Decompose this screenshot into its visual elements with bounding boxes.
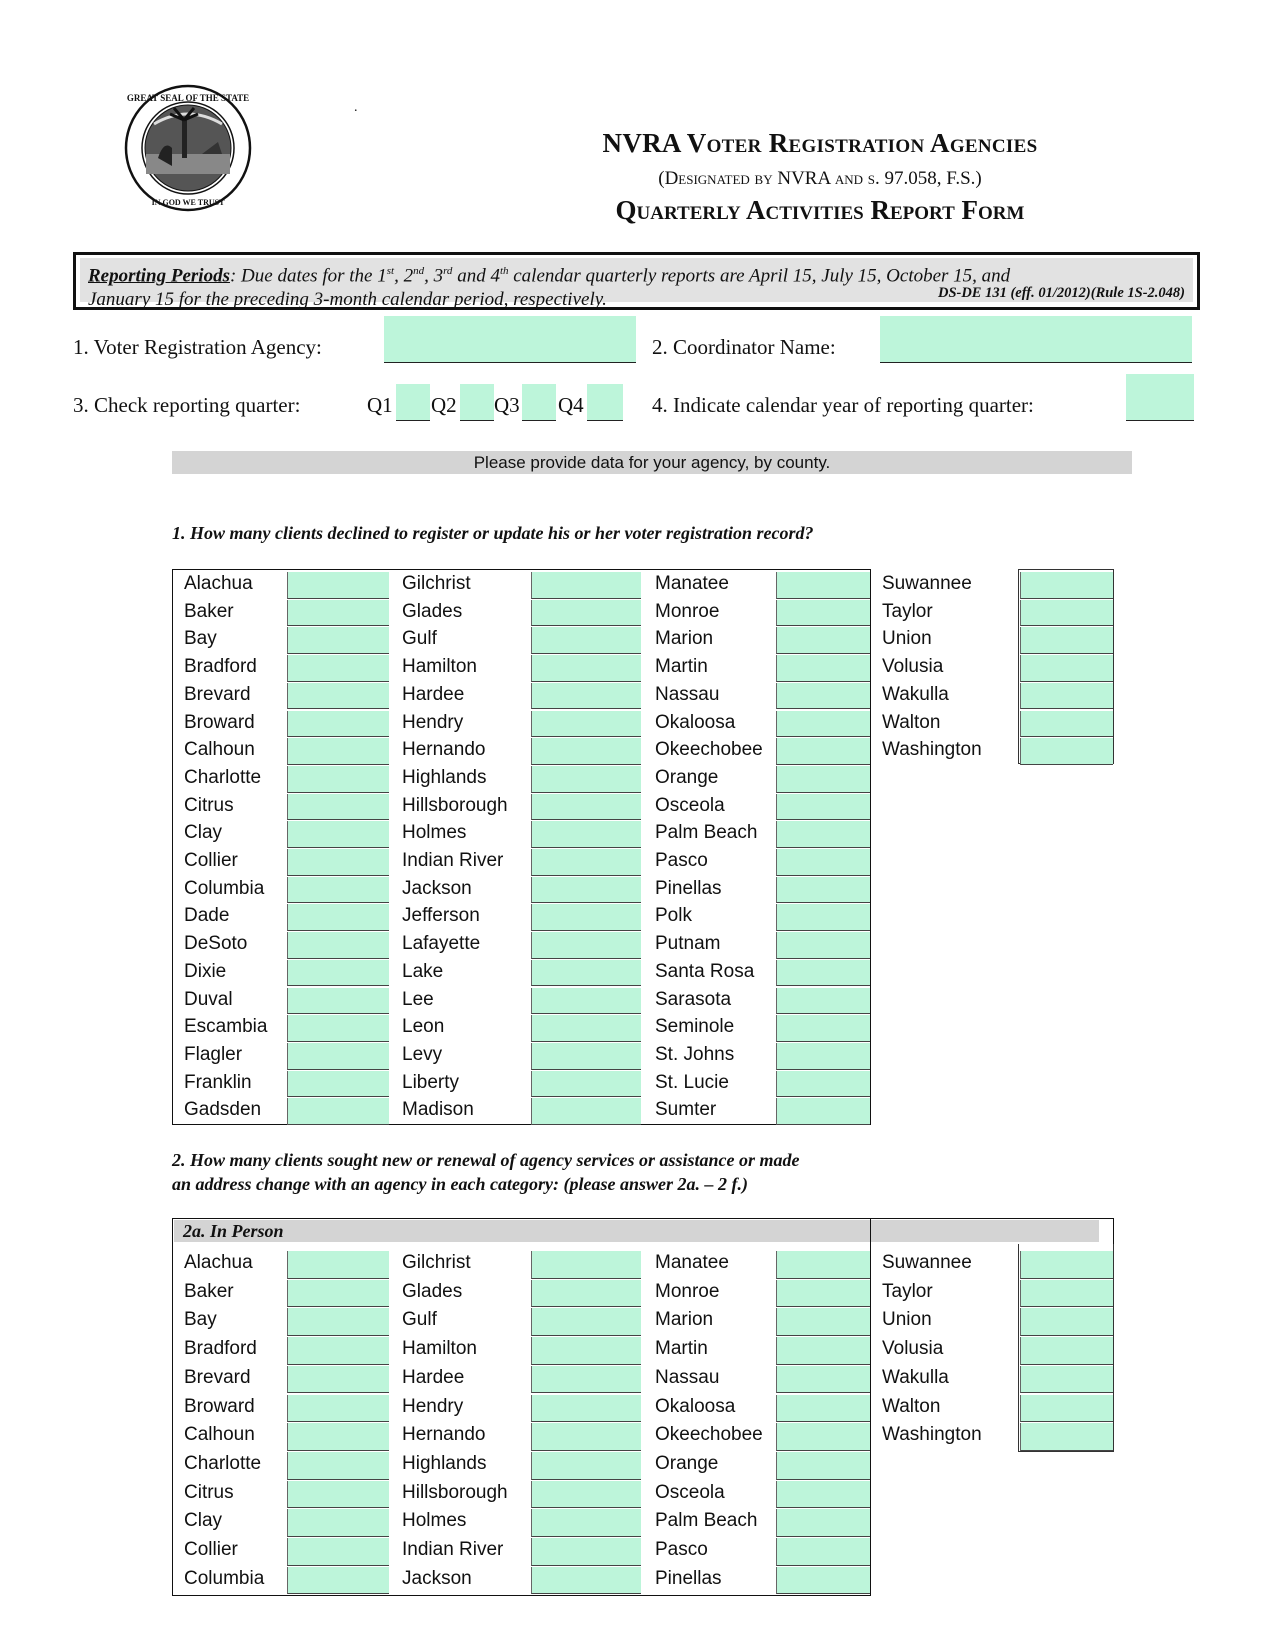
county-label: Okaloosa <box>655 711 736 733</box>
county-count-input[interactable] <box>287 1481 389 1509</box>
county-count-input[interactable] <box>776 1308 870 1336</box>
county-count-input[interactable] <box>776 794 870 821</box>
county-table-1-frame <box>172 569 871 1125</box>
county-label: Pinellas <box>655 1567 722 1589</box>
county-label: Alachua <box>184 1252 253 1273</box>
county-label: Holmes <box>402 1510 467 1532</box>
county-count-input[interactable] <box>776 572 870 599</box>
county-count-input[interactable] <box>287 1308 389 1336</box>
county-label: Wakulla <box>882 1366 949 1388</box>
county-count-input[interactable] <box>776 849 870 876</box>
county-label: Brevard <box>184 1366 251 1388</box>
county-count-input[interactable] <box>776 600 870 627</box>
periods-text: , 2 <box>394 265 414 287</box>
question-2-line2: an address change with an agency in each category: (please answer 2a. – 2 f.) <box>172 1174 748 1194</box>
county-count-input[interactable] <box>776 655 870 682</box>
quarter-label: 3. Check reporting quarter: <box>73 393 301 417</box>
county-label: Bradford <box>184 656 257 678</box>
county-count-input[interactable] <box>287 738 389 765</box>
county-count-input[interactable] <box>531 572 641 599</box>
county-count-input[interactable] <box>776 1280 870 1308</box>
question-1: 1. How many clients declined to register or update his or her voter registration record? <box>172 523 814 543</box>
county-count-input[interactable] <box>776 1337 870 1365</box>
county-label: Broward <box>184 711 255 733</box>
county-count-input[interactable] <box>776 1538 870 1566</box>
q4-checkbox[interactable] <box>587 384 623 421</box>
agency-label: 1. Voter Registration Agency: <box>73 335 322 359</box>
q1-checkbox[interactable] <box>396 384 430 421</box>
county-count-input[interactable] <box>287 794 389 821</box>
county-count-input[interactable] <box>287 904 389 931</box>
county-count-input[interactable] <box>287 1509 389 1537</box>
county-count-input[interactable] <box>531 988 641 1015</box>
county-label: Marion <box>655 628 714 650</box>
county-count-input[interactable] <box>531 1280 641 1308</box>
county-label: Alachua <box>184 573 253 594</box>
county-count-input[interactable] <box>776 821 870 848</box>
sup: st <box>386 265 395 277</box>
q2-checkbox[interactable] <box>460 384 494 421</box>
county-count-input[interactable] <box>1020 627 1113 654</box>
county-count-input[interactable] <box>776 1423 870 1451</box>
county-count-input[interactable] <box>776 904 870 931</box>
form-code: DS-DE 131 (eff. 01/2012)(Rule 1S-2.048) <box>937 285 1185 301</box>
county-label: Bradford <box>184 1338 257 1360</box>
form-title: NVRA Voter Registration Agencies <box>602 128 1038 158</box>
q1-label: Q1 <box>367 393 393 417</box>
county-label: Brevard <box>184 683 251 705</box>
county-label: Highlands <box>402 1452 487 1474</box>
county-count-input[interactable] <box>1020 1280 1113 1308</box>
county-count-input[interactable] <box>287 655 389 682</box>
county-label: Bay <box>184 1309 217 1331</box>
county-label: Walton <box>882 1395 941 1417</box>
county-count-input[interactable] <box>531 1015 641 1042</box>
county-label: Glades <box>402 600 463 622</box>
county-label: Indian River <box>402 1539 504 1560</box>
county-label: Wakulla <box>882 683 949 705</box>
form-title-report: Quarterly Activities Report Form <box>615 195 1025 225</box>
county-label: Hillsborough <box>402 794 508 816</box>
county-count-input[interactable] <box>776 988 870 1015</box>
county-count-input[interactable] <box>287 1567 389 1595</box>
form-subtitle: (Designated by NVRA and s. 97.058, F.S.) <box>658 168 982 189</box>
county-count-input[interactable] <box>531 766 641 793</box>
county-label: Charlotte <box>184 766 262 788</box>
periods-text: calendar quarterly reports are April 15, July 15, October 15, and <box>508 265 1011 287</box>
county-count-input[interactable] <box>776 877 870 904</box>
svg-text:GREAT SEAL OF THE STATE: GREAT SEAL OF THE STATE <box>126 93 250 103</box>
county-count-input[interactable] <box>1020 1251 1113 1279</box>
county-count-input[interactable] <box>287 572 389 599</box>
instruction-banner: Please provide data for your agency, by county. <box>172 451 1132 474</box>
county-label: Orange <box>655 1452 719 1474</box>
county-label: Palm Beach <box>655 822 758 844</box>
county-label: Glades <box>402 1280 463 1302</box>
county-count-input[interactable] <box>287 683 389 710</box>
coordinator-input[interactable] <box>880 316 1192 363</box>
q4-label: Q4 <box>558 393 584 417</box>
county-label: Calhoun <box>184 739 255 761</box>
county-label: Lafayette <box>402 933 481 955</box>
county-count-input[interactable] <box>287 1366 389 1394</box>
sup: nd <box>413 265 425 277</box>
florida-seal-icon <box>124 84 252 212</box>
county-count-input[interactable] <box>531 794 641 821</box>
county-label: Hamilton <box>402 656 477 678</box>
county-count-input[interactable] <box>287 1452 389 1480</box>
county-label: Polk <box>655 905 692 927</box>
county-label: Taylor <box>882 600 933 622</box>
year-input[interactable] <box>1126 374 1194 421</box>
county-label: Putnam <box>655 933 721 955</box>
county-label: Liberty <box>402 1071 460 1093</box>
county-label: Union <box>882 1309 932 1331</box>
county-label: Broward <box>184 1395 255 1417</box>
county-label: Clay <box>184 1510 223 1532</box>
county-count-input[interactable] <box>287 1280 389 1308</box>
county-label: Palm Beach <box>655 1510 758 1532</box>
county-count-input[interactable] <box>531 1481 641 1509</box>
county-count-input[interactable] <box>1020 1366 1113 1394</box>
county-count-input[interactable] <box>1020 655 1113 682</box>
county-label: Hillsborough <box>402 1481 508 1503</box>
county-label: Okaloosa <box>655 1395 736 1417</box>
county-label: Sarasota <box>655 988 732 1010</box>
county-label: Hendry <box>402 1395 464 1417</box>
reporting-periods-label: Reporting Periods <box>88 265 230 287</box>
county-label: Pasco <box>655 1539 708 1560</box>
county-label: Gadsden <box>184 1099 262 1121</box>
county-label: Duval <box>184 988 233 1010</box>
county-label: Baker <box>184 1280 234 1302</box>
county-count-input[interactable] <box>287 960 389 987</box>
q3-label: Q3 <box>494 393 520 417</box>
q3-checkbox[interactable] <box>522 384 556 421</box>
county-label: Walton <box>882 711 941 733</box>
county-label: Hernando <box>402 739 486 761</box>
county-count-input[interactable] <box>776 960 870 987</box>
county-count-input[interactable] <box>531 711 641 738</box>
county-label: Citrus <box>184 794 234 816</box>
county-count-input[interactable] <box>287 932 389 959</box>
county-label: Indian River <box>402 850 504 871</box>
county-label: Calhoun <box>184 1424 255 1446</box>
county-count-input[interactable] <box>776 1098 870 1125</box>
county-count-input[interactable] <box>287 988 389 1015</box>
county-label: Hernando <box>402 1424 486 1446</box>
county-count-input[interactable] <box>287 1098 389 1125</box>
county-count-input[interactable] <box>776 1071 870 1098</box>
sup: th <box>499 265 509 277</box>
section-2a-title: 2a. In Person <box>174 1220 1099 1242</box>
county-label: Leon <box>402 1016 445 1038</box>
county-label: Volusia <box>882 656 944 678</box>
county-label: Franklin <box>184 1071 252 1093</box>
county-label: Columbia <box>184 1567 265 1589</box>
county-count-input[interactable] <box>531 738 641 765</box>
county-count-input[interactable] <box>1020 711 1113 738</box>
county-count-input[interactable] <box>1020 738 1113 765</box>
county-count-input[interactable] <box>776 932 870 959</box>
county-count-input[interactable] <box>287 821 389 848</box>
county-count-input[interactable] <box>776 1509 870 1537</box>
county-count-input[interactable] <box>776 1043 870 1070</box>
county-label: Hamilton <box>402 1338 477 1360</box>
county-label: Washington <box>882 739 982 761</box>
county-count-input[interactable] <box>531 1071 641 1098</box>
county-label: Holmes <box>402 822 467 844</box>
county-count-input[interactable] <box>531 1567 641 1595</box>
county-label: Okeechobee <box>655 739 763 761</box>
county-label: Jackson <box>402 1567 472 1589</box>
question-2-line1: 2. How many clients sought new or renewal of agency services or assistance or made <box>172 1150 800 1170</box>
county-count-input[interactable] <box>287 849 389 876</box>
county-count-input[interactable] <box>531 683 641 710</box>
county-label: Sumter <box>655 1099 717 1121</box>
county-count-input[interactable] <box>1020 1395 1113 1423</box>
county-count-input[interactable] <box>776 1567 870 1595</box>
county-label: Bay <box>184 628 217 650</box>
county-label: Manatee <box>655 1252 729 1273</box>
county-label: Suwannee <box>882 1252 972 1273</box>
periods-text: , 3 <box>424 265 444 287</box>
periods-text: and 4 <box>452 265 500 287</box>
county-count-input[interactable] <box>531 932 641 959</box>
county-label: Osceola <box>655 794 725 816</box>
county-count-input[interactable] <box>531 1452 641 1480</box>
county-label: Marion <box>655 1309 714 1331</box>
sup: rd <box>443 265 453 277</box>
county-count-input[interactable] <box>1020 683 1113 710</box>
county-label: Washington <box>882 1424 982 1446</box>
county-label: Dade <box>184 905 230 927</box>
county-count-input[interactable] <box>1020 1308 1113 1336</box>
county-count-input[interactable] <box>287 1043 389 1070</box>
county-count-input[interactable] <box>776 738 870 765</box>
county-count-input[interactable] <box>776 711 870 738</box>
county-label: Clay <box>184 822 223 844</box>
county-count-input[interactable] <box>287 600 389 627</box>
county-label: Martin <box>655 1338 708 1360</box>
county-count-input[interactable] <box>287 1015 389 1042</box>
county-count-input[interactable] <box>531 1251 641 1279</box>
county-label: Orange <box>655 766 719 788</box>
stray-dot: . <box>354 100 358 115</box>
county-label: Nassau <box>655 683 720 705</box>
county-label: Suwannee <box>882 573 972 594</box>
county-label: Jackson <box>402 877 472 899</box>
reporting-periods-box <box>73 252 1200 310</box>
county-label: Nassau <box>655 1366 720 1388</box>
county-count-input[interactable] <box>776 1452 870 1480</box>
county-count-input[interactable] <box>531 1098 641 1125</box>
county-label: Levy <box>402 1043 443 1065</box>
county-count-input[interactable] <box>1020 600 1113 627</box>
county-label: Charlotte <box>184 1452 262 1474</box>
county-count-input[interactable] <box>531 1337 641 1365</box>
county-count-input[interactable] <box>776 683 870 710</box>
county-label: Citrus <box>184 1481 234 1503</box>
county-count-input[interactable] <box>531 1538 641 1566</box>
county-count-input[interactable] <box>531 821 641 848</box>
county-label: Madison <box>402 1099 474 1121</box>
county-count-input[interactable] <box>531 877 641 904</box>
county-table-2a-frame <box>172 1218 871 1596</box>
county-label: Seminole <box>655 1016 735 1038</box>
county-label: Santa Rosa <box>655 960 755 982</box>
county-count-input[interactable] <box>287 627 389 654</box>
county-label: Union <box>882 628 932 650</box>
county-label: Gulf <box>402 1309 437 1331</box>
county-label: Hendry <box>402 711 464 733</box>
county-count-input[interactable] <box>531 1308 641 1336</box>
periods-text: : Due dates for the 1 <box>229 265 387 287</box>
county-count-input[interactable] <box>531 849 641 876</box>
county-label: Lake <box>402 960 444 982</box>
county-label: Jefferson <box>402 905 480 927</box>
county-label: Hardee <box>402 1366 465 1388</box>
county-count-input[interactable] <box>531 1366 641 1394</box>
county-count-input[interactable] <box>531 1395 641 1423</box>
county-count-input[interactable] <box>1020 572 1113 599</box>
q2-label: Q2 <box>431 393 457 417</box>
county-count-input[interactable] <box>531 1509 641 1537</box>
county-label: Gulf <box>402 628 437 650</box>
county-count-input[interactable] <box>1020 1423 1113 1451</box>
year-label: 4. Indicate calendar year of reporting quarter: <box>652 393 1034 417</box>
county-label: Monroe <box>655 600 720 622</box>
svg-text:IN GOD WE TRUST: IN GOD WE TRUST <box>151 198 225 207</box>
county-count-input[interactable] <box>776 1251 870 1279</box>
county-count-input[interactable] <box>287 1337 389 1365</box>
county-label: Baker <box>184 600 234 622</box>
county-count-input[interactable] <box>531 655 641 682</box>
county-count-input[interactable] <box>776 627 870 654</box>
county-label: Pinellas <box>655 877 722 899</box>
county-count-input[interactable] <box>776 1481 870 1509</box>
county-count-input[interactable] <box>287 711 389 738</box>
county-count-input[interactable] <box>531 1043 641 1070</box>
county-count-input[interactable] <box>776 1366 870 1394</box>
county-count-input[interactable] <box>531 627 641 654</box>
county-label: Taylor <box>882 1280 933 1302</box>
county-label: Highlands <box>402 766 487 788</box>
county-label: Hardee <box>402 683 465 705</box>
county-label: St. Lucie <box>655 1071 729 1093</box>
county-label: Monroe <box>655 1280 720 1302</box>
county-label: Manatee <box>655 573 729 594</box>
county-label: Escambia <box>184 1016 268 1038</box>
county-label: Pasco <box>655 850 708 871</box>
county-label: Collier <box>184 1539 238 1560</box>
county-count-input[interactable] <box>287 1423 389 1451</box>
county-label: Gilchrist <box>402 1252 471 1273</box>
county-count-input[interactable] <box>287 1538 389 1566</box>
county-count-input[interactable] <box>531 960 641 987</box>
county-count-input[interactable] <box>287 1395 389 1423</box>
county-label: St. Johns <box>655 1043 735 1065</box>
periods-text-line2: January 15 for the preceding 3-month calendar period, respectively. <box>88 289 607 311</box>
county-count-input[interactable] <box>287 766 389 793</box>
county-count-input[interactable] <box>776 1395 870 1423</box>
county-count-input[interactable] <box>776 766 870 793</box>
county-label: Okeechobee <box>655 1424 763 1446</box>
county-count-input[interactable] <box>531 1423 641 1451</box>
county-count-input[interactable] <box>776 1015 870 1042</box>
county-label: Martin <box>655 656 708 678</box>
county-count-input[interactable] <box>287 1251 389 1279</box>
county-count-input[interactable] <box>287 1071 389 1098</box>
county-count-input[interactable] <box>287 877 389 904</box>
county-label: Osceola <box>655 1481 725 1503</box>
county-label: DeSoto <box>184 933 248 955</box>
agency-input[interactable] <box>384 316 636 363</box>
county-label: Lee <box>402 988 434 1010</box>
county-label: Columbia <box>184 877 265 899</box>
county-label: Flagler <box>184 1043 243 1065</box>
county-count-input[interactable] <box>1020 1337 1113 1365</box>
county-label: Gilchrist <box>402 573 471 594</box>
county-label: Collier <box>184 850 238 871</box>
county-count-input[interactable] <box>531 600 641 627</box>
coordinator-label: 2. Coordinator Name: <box>652 335 836 359</box>
county-label: Dixie <box>184 960 227 982</box>
county-label: Volusia <box>882 1338 944 1360</box>
county-count-input[interactable] <box>531 904 641 931</box>
